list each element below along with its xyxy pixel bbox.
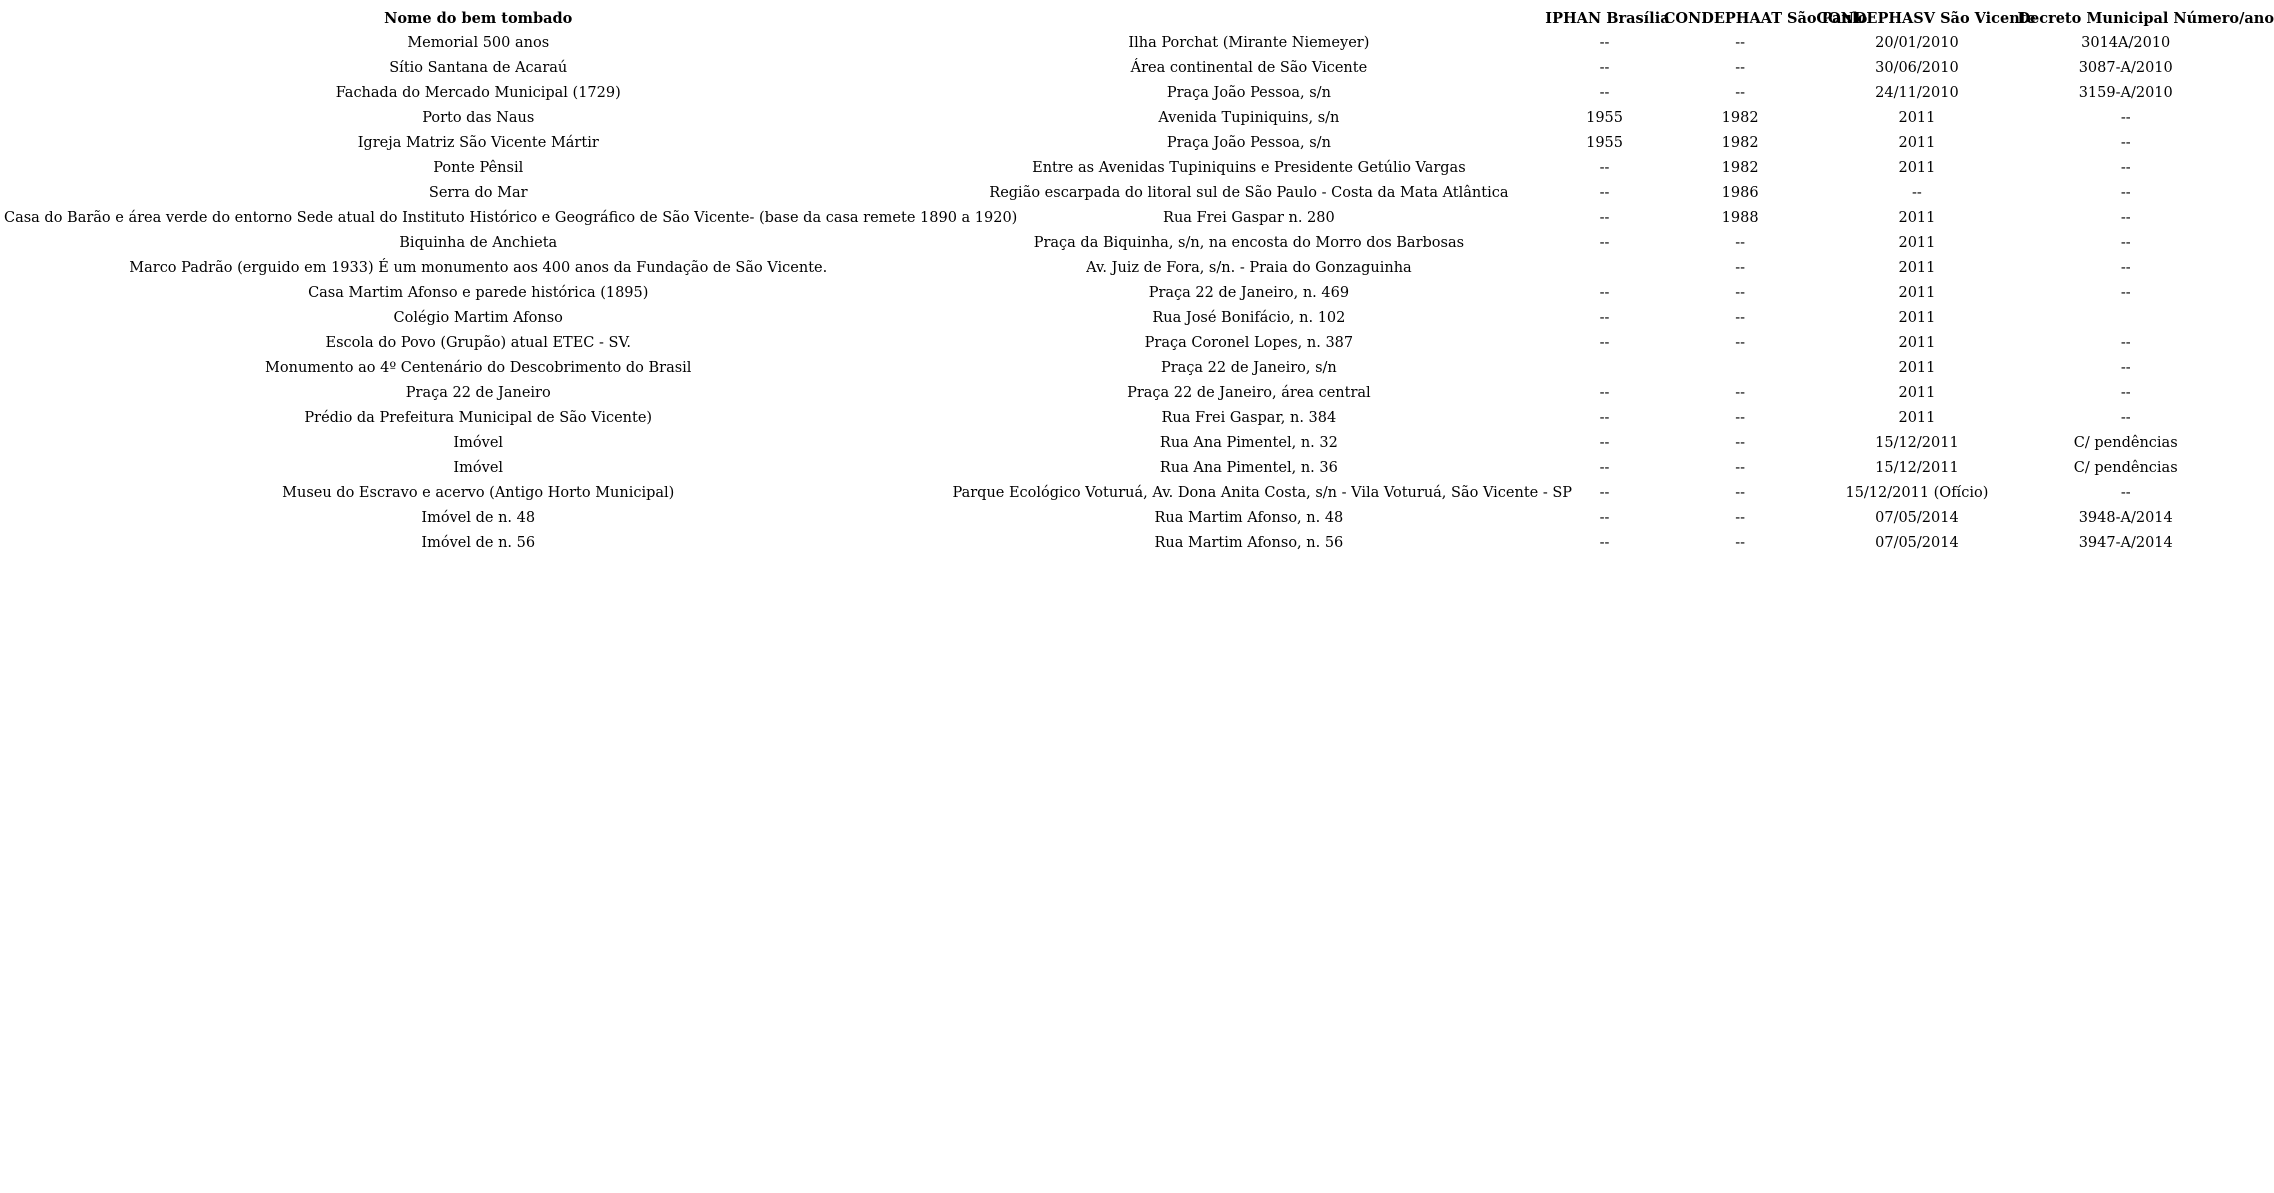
- cell-iphan: --: [1599, 85, 1610, 101]
- cell-nome: Porto das Naus: [422, 110, 535, 126]
- table-row: [4, 331, 2234, 356]
- header-condephasv: CONDEPHASV São Vicente: [1816, 10, 2036, 27]
- cell-decreto: C/ pendências: [2073, 460, 2178, 476]
- cell-decreto: 3087-A/2010: [2078, 60, 2173, 76]
- cell-endereco: Rua Frei Gaspar n. 280: [1163, 210, 1335, 226]
- cell-nome: Museu do Escravo e acervo (Antigo Horto Municipal): [282, 485, 675, 501]
- cell-iphan: 1955: [1586, 110, 1623, 126]
- cell-condephasv: 2011: [1898, 335, 1936, 351]
- cell-endereco: Praça 22 de Janeiro, n. 469: [1148, 285, 1350, 301]
- cell-nome: Imóvel: [453, 435, 504, 451]
- cell-iphan: [1545, 256, 1664, 281]
- cell-condephaat: --: [1735, 510, 1746, 526]
- cell-condephaat: --: [1735, 60, 1746, 76]
- cell-endereco: Av. Juiz de Fora, s/n. - Praia do Gonzaguinha: [1086, 260, 1412, 276]
- cell-decreto: --: [2120, 335, 2131, 351]
- cell-condephaat: --: [1735, 460, 1746, 476]
- cell-condephasv: 15/12/2011: [1875, 460, 1959, 476]
- table-row: [4, 431, 2234, 456]
- cell-decreto: --: [2120, 135, 2131, 151]
- cell-nome: Imóvel de n. 56: [421, 535, 536, 551]
- cell-endereco: Área continental de São Vicente: [1130, 60, 1368, 76]
- cell-condephasv: 2011: [1898, 135, 1936, 151]
- cell-condephasv: 15/12/2011 (Ofício): [1845, 485, 1989, 501]
- table-row: [4, 81, 2234, 106]
- table-row: [4, 356, 2234, 381]
- table-row: [4, 406, 2234, 431]
- cell-decreto: --: [2120, 385, 2131, 401]
- table-row: [4, 306, 2234, 331]
- cell-condephasv: 2011: [1898, 110, 1936, 126]
- cell-condephasv: 2011: [1898, 310, 1936, 326]
- cell-nome: Imóvel: [453, 460, 504, 476]
- header-row: [4, 6, 2234, 31]
- table-row: [4, 56, 2234, 81]
- cell-condephaat: --: [1735, 260, 1746, 276]
- cell-nome: Imóvel de n. 48: [421, 510, 536, 526]
- cell-decreto: 3014A/2010: [2081, 35, 2171, 51]
- cell-nome: Serra do Mar: [428, 185, 528, 201]
- cell-condephasv: 2011: [1898, 160, 1936, 176]
- cell-iphan: --: [1599, 460, 1610, 476]
- cell-condephaat: --: [1735, 35, 1746, 51]
- table-row: [4, 531, 2234, 556]
- cell-nome: Colégio Martim Afonso: [393, 310, 563, 326]
- table-row: [4, 256, 2234, 281]
- cell-condephaat: 1982: [1721, 110, 1759, 126]
- table-row: [4, 106, 2234, 131]
- cell-decreto: C/ pendências: [2073, 435, 2178, 451]
- cell-nome: Memorial 500 anos: [407, 35, 550, 51]
- table-row: [4, 281, 2234, 306]
- cell-decreto: --: [2120, 110, 2131, 126]
- cell-condephasv: 2011: [1898, 210, 1936, 226]
- cell-endereco: Avenida Tupiniquins, s/n: [1158, 110, 1340, 126]
- cell-condephaat: 1986: [1721, 185, 1759, 201]
- cell-condephasv: 2011: [1898, 385, 1936, 401]
- cell-iphan: --: [1599, 160, 1610, 176]
- header-iphan: IPHAN Brasília: [1545, 10, 1670, 27]
- cell-iphan: --: [1599, 185, 1610, 201]
- cell-condephaat: --: [1735, 335, 1746, 351]
- cell-nome: Escola do Povo (Grupão) atual ETEC - SV.: [325, 335, 631, 351]
- cell-nome: Igreja Matriz São Vicente Mártir: [357, 135, 599, 151]
- cell-iphan: --: [1599, 235, 1610, 251]
- table-row: [4, 131, 2234, 156]
- cell-condephaat: 1982: [1721, 135, 1759, 151]
- table-row: [4, 506, 2234, 531]
- cell-endereco: Entre as Avenidas Tupiniquins e Presidente Getúlio Vargas: [1032, 160, 1466, 176]
- cell-condephasv: --: [1912, 185, 1922, 201]
- cell-iphan: --: [1599, 35, 1610, 51]
- cell-nome: Monumento ao 4º Centenário do Descobrimento do Brasil: [265, 360, 692, 376]
- table-row: [4, 381, 2234, 406]
- cell-endereco: Rua Frei Gaspar, n. 384: [1161, 410, 1337, 426]
- cell-iphan: --: [1599, 385, 1610, 401]
- cell-condephaat: [1664, 356, 1817, 381]
- cell-condephasv: 30/06/2010: [1875, 60, 1959, 76]
- table-row: [4, 181, 2234, 206]
- cell-endereco: Rua José Bonifácio, n. 102: [1152, 310, 1346, 326]
- table-row: [4, 156, 2234, 181]
- heritage-table: [4, 6, 2274, 556]
- cell-endereco: Ilha Porchat (Mirante Niemeyer): [1128, 35, 1370, 51]
- cell-iphan: --: [1599, 510, 1610, 526]
- cell-condephasv: 15/12/2011: [1875, 435, 1959, 451]
- cell-decreto: 3948-A/2014: [2078, 510, 2173, 526]
- cell-iphan: 1955: [1586, 135, 1623, 151]
- table-row: [4, 231, 2234, 256]
- cell-decreto: [2017, 306, 2234, 331]
- cell-condephaat: --: [1735, 435, 1746, 451]
- cell-nome: Biquinha de Anchieta: [399, 235, 558, 251]
- cell-endereco: Praça João Pessoa, s/n: [1166, 135, 1331, 151]
- cell-endereco: Rua Martim Afonso, n. 56: [1154, 535, 1344, 551]
- cell-nome: Casa do Barão e área verde do entorno Sede atual do Instituto Histórico e Geográfico de São Vicente- (base da casa remete 1890 a 1920): [4, 210, 1018, 226]
- table-row: [4, 456, 2234, 481]
- cell-condephaat: --: [1735, 385, 1746, 401]
- cell-endereco: Praça João Pessoa, s/n: [1166, 85, 1331, 101]
- cell-condephasv: 07/05/2014: [1875, 535, 1959, 551]
- cell-decreto: --: [2120, 210, 2131, 226]
- cell-condephaat: --: [1735, 85, 1746, 101]
- cell-nome: Casa Martim Afonso e parede histórica (1895): [308, 285, 649, 301]
- cell-condephasv: 2011: [1898, 410, 1936, 426]
- cell-endereco: Rua Ana Pimentel, n. 32: [1159, 435, 1338, 451]
- cell-iphan: --: [1599, 435, 1610, 451]
- cell-decreto: 3947-A/2014: [2078, 535, 2173, 551]
- cell-iphan: --: [1599, 335, 1610, 351]
- cell-decreto: --: [2120, 485, 2131, 501]
- cell-condephasv: 24/11/2010: [1875, 85, 1959, 101]
- cell-nome: Praça 22 de Janeiro: [405, 385, 551, 401]
- cell-decreto: --: [2120, 260, 2131, 276]
- cell-nome: Ponte Pênsil: [433, 160, 524, 176]
- cell-endereco: Rua Martim Afonso, n. 48: [1154, 510, 1344, 526]
- cell-iphan: [1545, 356, 1664, 381]
- cell-endereco: Parque Ecológico Voturuá, Av. Dona Anita Costa, s/n - Vila Voturuá, São Vicente - SP: [952, 485, 1573, 501]
- cell-iphan: --: [1599, 535, 1610, 551]
- table-header: [4, 6, 2274, 31]
- cell-condephasv: 2011: [1898, 285, 1936, 301]
- cell-decreto: --: [2120, 185, 2131, 201]
- cell-nome: Marco Padrão (erguido em 1933) É um monumento aos 400 anos da Fundação de São Vicente.: [129, 260, 828, 276]
- cell-decreto: --: [2120, 235, 2131, 251]
- cell-condephasv: 2011: [1898, 360, 1936, 376]
- table-body: [4, 31, 2234, 556]
- cell-endereco: Praça da Biquinha, s/n, na encosta do Morro dos Barbosas: [1033, 235, 1465, 251]
- cell-endereco: Praça 22 de Janeiro, s/n: [1160, 360, 1337, 376]
- table-row: [4, 206, 2234, 231]
- cell-iphan: --: [1599, 485, 1610, 501]
- cell-iphan: --: [1599, 210, 1610, 226]
- cell-iphan: --: [1599, 285, 1610, 301]
- cell-condephaat: --: [1735, 235, 1746, 251]
- cell-decreto: --: [2120, 410, 2131, 426]
- cell-condephasv: 07/05/2014: [1875, 510, 1959, 526]
- cell-iphan: --: [1599, 310, 1610, 326]
- cell-endereco: Rua Ana Pimentel, n. 36: [1159, 460, 1338, 476]
- cell-endereco: Região escarpada do litoral sul de São Paulo - Costa da Mata Atlântica: [989, 185, 1509, 201]
- cell-decreto: --: [2120, 160, 2131, 176]
- table-row: [4, 31, 2234, 56]
- header-endereco: [952, 6, 1545, 31]
- cell-decreto: --: [2120, 285, 2131, 301]
- cell-iphan: --: [1599, 60, 1610, 76]
- cell-condephaat: --: [1735, 485, 1746, 501]
- header-condephaat: CONDEPHAAT São Paulo: [1663, 10, 1868, 27]
- header-nome: Nome do bem tombado: [384, 10, 573, 27]
- header-decreto: Decreto Municipal Número/ano: [2017, 10, 2274, 27]
- cell-nome: Sítio Santana de Acaraú: [389, 60, 568, 76]
- cell-nome: Fachada do Mercado Municipal (1729): [335, 85, 621, 101]
- cell-condephaat: --: [1735, 535, 1746, 551]
- cell-endereco: Praça 22 de Janeiro, área central: [1127, 385, 1371, 401]
- cell-endereco: Praça Coronel Lopes, n. 387: [1144, 335, 1354, 351]
- cell-nome: Prédio da Prefeitura Municipal de São Vicente): [304, 410, 653, 426]
- cell-condephasv: 20/01/2010: [1875, 35, 1959, 51]
- cell-condephasv: 2011: [1898, 235, 1936, 251]
- cell-condephaat: --: [1735, 310, 1746, 326]
- table-row: [4, 481, 2234, 506]
- cell-decreto: 3159-A/2010: [2078, 85, 2173, 101]
- cell-condephaat: 1988: [1721, 210, 1759, 226]
- cell-iphan: --: [1599, 410, 1610, 426]
- cell-decreto: --: [2120, 360, 2131, 376]
- cell-condephaat: --: [1735, 285, 1746, 301]
- cell-condephaat: --: [1735, 410, 1746, 426]
- cell-condephaat: 1982: [1721, 160, 1759, 176]
- cell-condephasv: 2011: [1898, 260, 1936, 276]
